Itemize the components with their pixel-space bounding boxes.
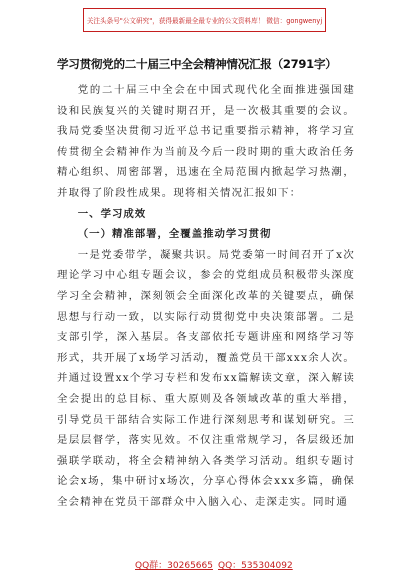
qq-contact-link[interactable]: QQ：535304092 — [218, 561, 293, 571]
section-heading: 一、学习成效 — [77, 207, 147, 220]
promo-banner-text: 关注头条号"公文研究"，获得最新最全最专业的公文资料库！ 微信：gongwenyj — [86, 17, 323, 25]
intro-paragraph: 党的二十届三中全会在中国式现代化全面推进强国建设和民族复兴的关键时期召开，是一次极其重要的会议。我局党委坚决贯彻习近平总书记重要指示精神，将学习宣传贯彻全会精神作为当前及今后一段时期的重大政治任务精心组织、周密部署，迅速在全局范围内掀起学习热潮，并取得了阶段性成果。现将相关情况汇报如下： — [57, 84, 355, 199]
subsection-heading: （一）精准部署，全覆盖推动学习贯彻 — [77, 228, 272, 241]
promo-banner — [83, 8, 326, 32]
document-body — [57, 80, 355, 512]
qq-group-link[interactable]: QQ群：30265665 — [135, 561, 213, 571]
body-paragraph: 一是党委带学，凝聚共识。局党委第一时间召开了x次理论学习中心组专题会议，参会的党组成员积极带头深度学习全会精神，深刻领会全面深化改革的关键要点，确保思想与行动一致，以实际行动贯彻党中央决策部署。二是支部引学，深入基层。各支部依托专题讲座和网络学习等形式，共开展了x场学习活动，覆盖党员干部xxx余人次。并通过设置xx个学习专栏和发布xx篇解读文章，深入解读全会提出的总目标、重大原则及各领域改革的重大举措，引导党员干部结合实际工作进行深刻思考和谋划研究。三是层层督学，落实见效。不仅注重常规学习，各层级还加强联学联动，将全会精神纳入各类学习活动。组织专题讨论会x场，集中研讨x场次，分享心得体会xxx多篇，确保全会精神在党员干部群众中入脑入心、走深走实。同时通 — [57, 248, 355, 508]
document-title: 学习贯彻党的二十届三中全会精神情况汇报（2791字） — [57, 57, 337, 71]
